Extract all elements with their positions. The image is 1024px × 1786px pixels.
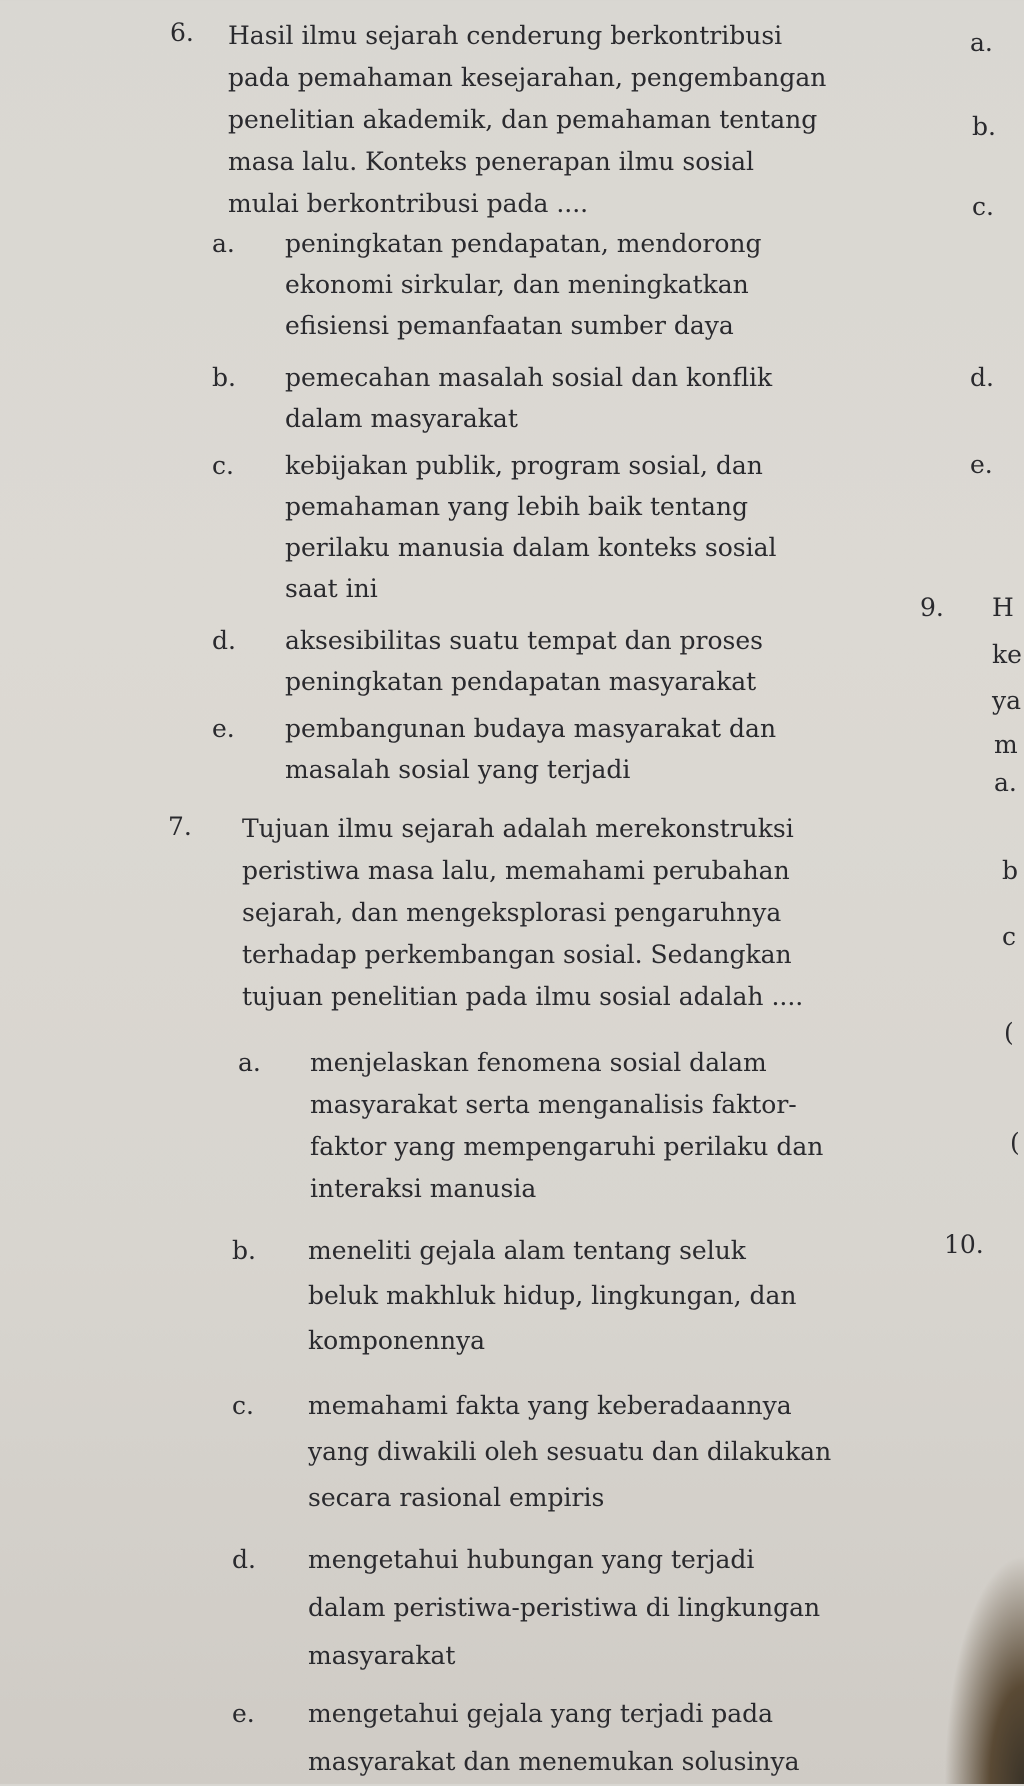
option-line: dalam peristiwa-peristiwa di lingkungan: [308, 1593, 821, 1622]
option-label: a.: [212, 229, 235, 258]
option-line: saat ini: [285, 574, 378, 603]
option-label: d.: [232, 1545, 256, 1574]
option-line: meneliti gejala alam tentang seluk: [308, 1236, 746, 1265]
question-7-number: 7.: [168, 812, 192, 841]
right-column-fragment: ke: [992, 640, 1022, 669]
right-column-fragment: (: [1004, 1018, 1014, 1047]
question-7-stem-line: Tujuan ilmu sejarah adalah merekonstruksi: [242, 814, 794, 843]
option-line: peningkatan pendapatan, mendorong: [285, 229, 762, 258]
question-6-stem-line: masa lalu. Konteks penerapan ilmu sosial: [228, 147, 754, 176]
option-label: b.: [232, 1236, 256, 1265]
right-column-fragment: a.: [994, 768, 1017, 797]
option-line: mengetahui gejala yang terjadi pada: [308, 1699, 774, 1728]
option-line: interaksi manusia: [310, 1174, 537, 1203]
right-column-fragment: c: [1002, 922, 1017, 951]
option-line: efisiensi pemanfaatan sumber daya: [285, 311, 734, 340]
option-line: mengetahui hubungan yang terjadi: [308, 1545, 755, 1574]
option-line: ekonomi sirkular, dan meningkatkan: [285, 270, 749, 299]
option-line: masyarakat: [308, 1641, 456, 1670]
question-7-stem-line: sejarah, dan mengeksplorasi pengaruhnya: [242, 898, 782, 927]
option-line: memahami fakta yang keberadaannya: [308, 1391, 792, 1420]
option-line: masyarakat dan menemukan solusinya: [308, 1747, 800, 1776]
question-6-stem-line: Hasil ilmu sejarah cenderung berkontribusi: [228, 21, 783, 50]
question-7-stem: [242, 808, 902, 1018]
right-column-fragment: (: [1010, 1128, 1020, 1157]
option-label: c.: [232, 1391, 254, 1420]
option-line: komponennya: [308, 1326, 486, 1355]
page-shadow: [944, 1554, 1024, 1784]
option-line: masalah sosial yang terjadi: [285, 755, 631, 784]
right-column-fragment: d.: [970, 363, 994, 392]
option-line: peningkatan pendapatan masyarakat: [285, 667, 757, 696]
option-line: yang diwakili oleh sesuatu dan dilakukan: [308, 1437, 832, 1466]
right-column-fragment: H: [992, 593, 1014, 622]
question-7-stem-line: terhadap perkembangan sosial. Sedangkan: [242, 940, 792, 969]
option-line: secara rasional empiris: [308, 1483, 605, 1512]
question-6-stem: [228, 15, 888, 225]
option-label: c.: [212, 451, 234, 480]
right-column-fragment: c.: [972, 192, 994, 221]
option-line: perilaku manusia dalam konteks sosial: [285, 533, 777, 562]
question-6-stem-line: pada pemahaman kesejarahan, pengembangan: [228, 63, 827, 92]
right-column-fragment: 9.: [920, 593, 944, 622]
question-6-stem-line: penelitian akademik, dan pemahaman tentang: [228, 105, 818, 134]
option-line: menjelaskan fenomena sosial dalam: [310, 1048, 767, 1077]
question-6-stem-line: mulai berkontribusi pada ....: [228, 189, 589, 218]
option-line: faktor yang mempengaruhi perilaku dan: [310, 1132, 824, 1161]
right-column-fragment: b: [1002, 856, 1019, 885]
option-line: pemahaman yang lebih baik tentang: [285, 492, 748, 521]
right-column-fragment: ya: [992, 686, 1022, 715]
right-column-fragment: 10.: [944, 1230, 984, 1259]
option-line: pembangunan budaya masyarakat dan: [285, 714, 777, 743]
option-label: a.: [238, 1048, 261, 1077]
option-line: beluk makhluk hidup, lingkungan, dan: [308, 1281, 797, 1310]
question-6-number: 6.: [170, 18, 194, 47]
option-line: masyarakat serta menganalisis faktor-: [310, 1090, 797, 1119]
option-line: aksesibilitas suatu tempat dan proses: [285, 626, 764, 655]
option-line: kebijakan publik, program sosial, dan: [285, 451, 763, 480]
option-label: d.: [212, 626, 236, 655]
option-label: b.: [212, 363, 236, 392]
question-7-stem-line: tujuan penelitian pada ilmu sosial adalah ....: [242, 982, 804, 1011]
option-line: pemecahan masalah sosial dan konflik: [285, 363, 773, 392]
option-label: e.: [212, 714, 235, 743]
right-column-fragment: a.: [970, 28, 993, 57]
option-label: e.: [232, 1699, 255, 1728]
question-7-stem-line: peristiwa masa lalu, memahami perubahan: [242, 856, 790, 885]
right-column-fragment: e.: [970, 450, 993, 479]
option-line: dalam masyarakat: [285, 404, 518, 433]
right-column-fragment: m: [994, 730, 1018, 759]
right-column-fragment: b.: [972, 112, 996, 141]
